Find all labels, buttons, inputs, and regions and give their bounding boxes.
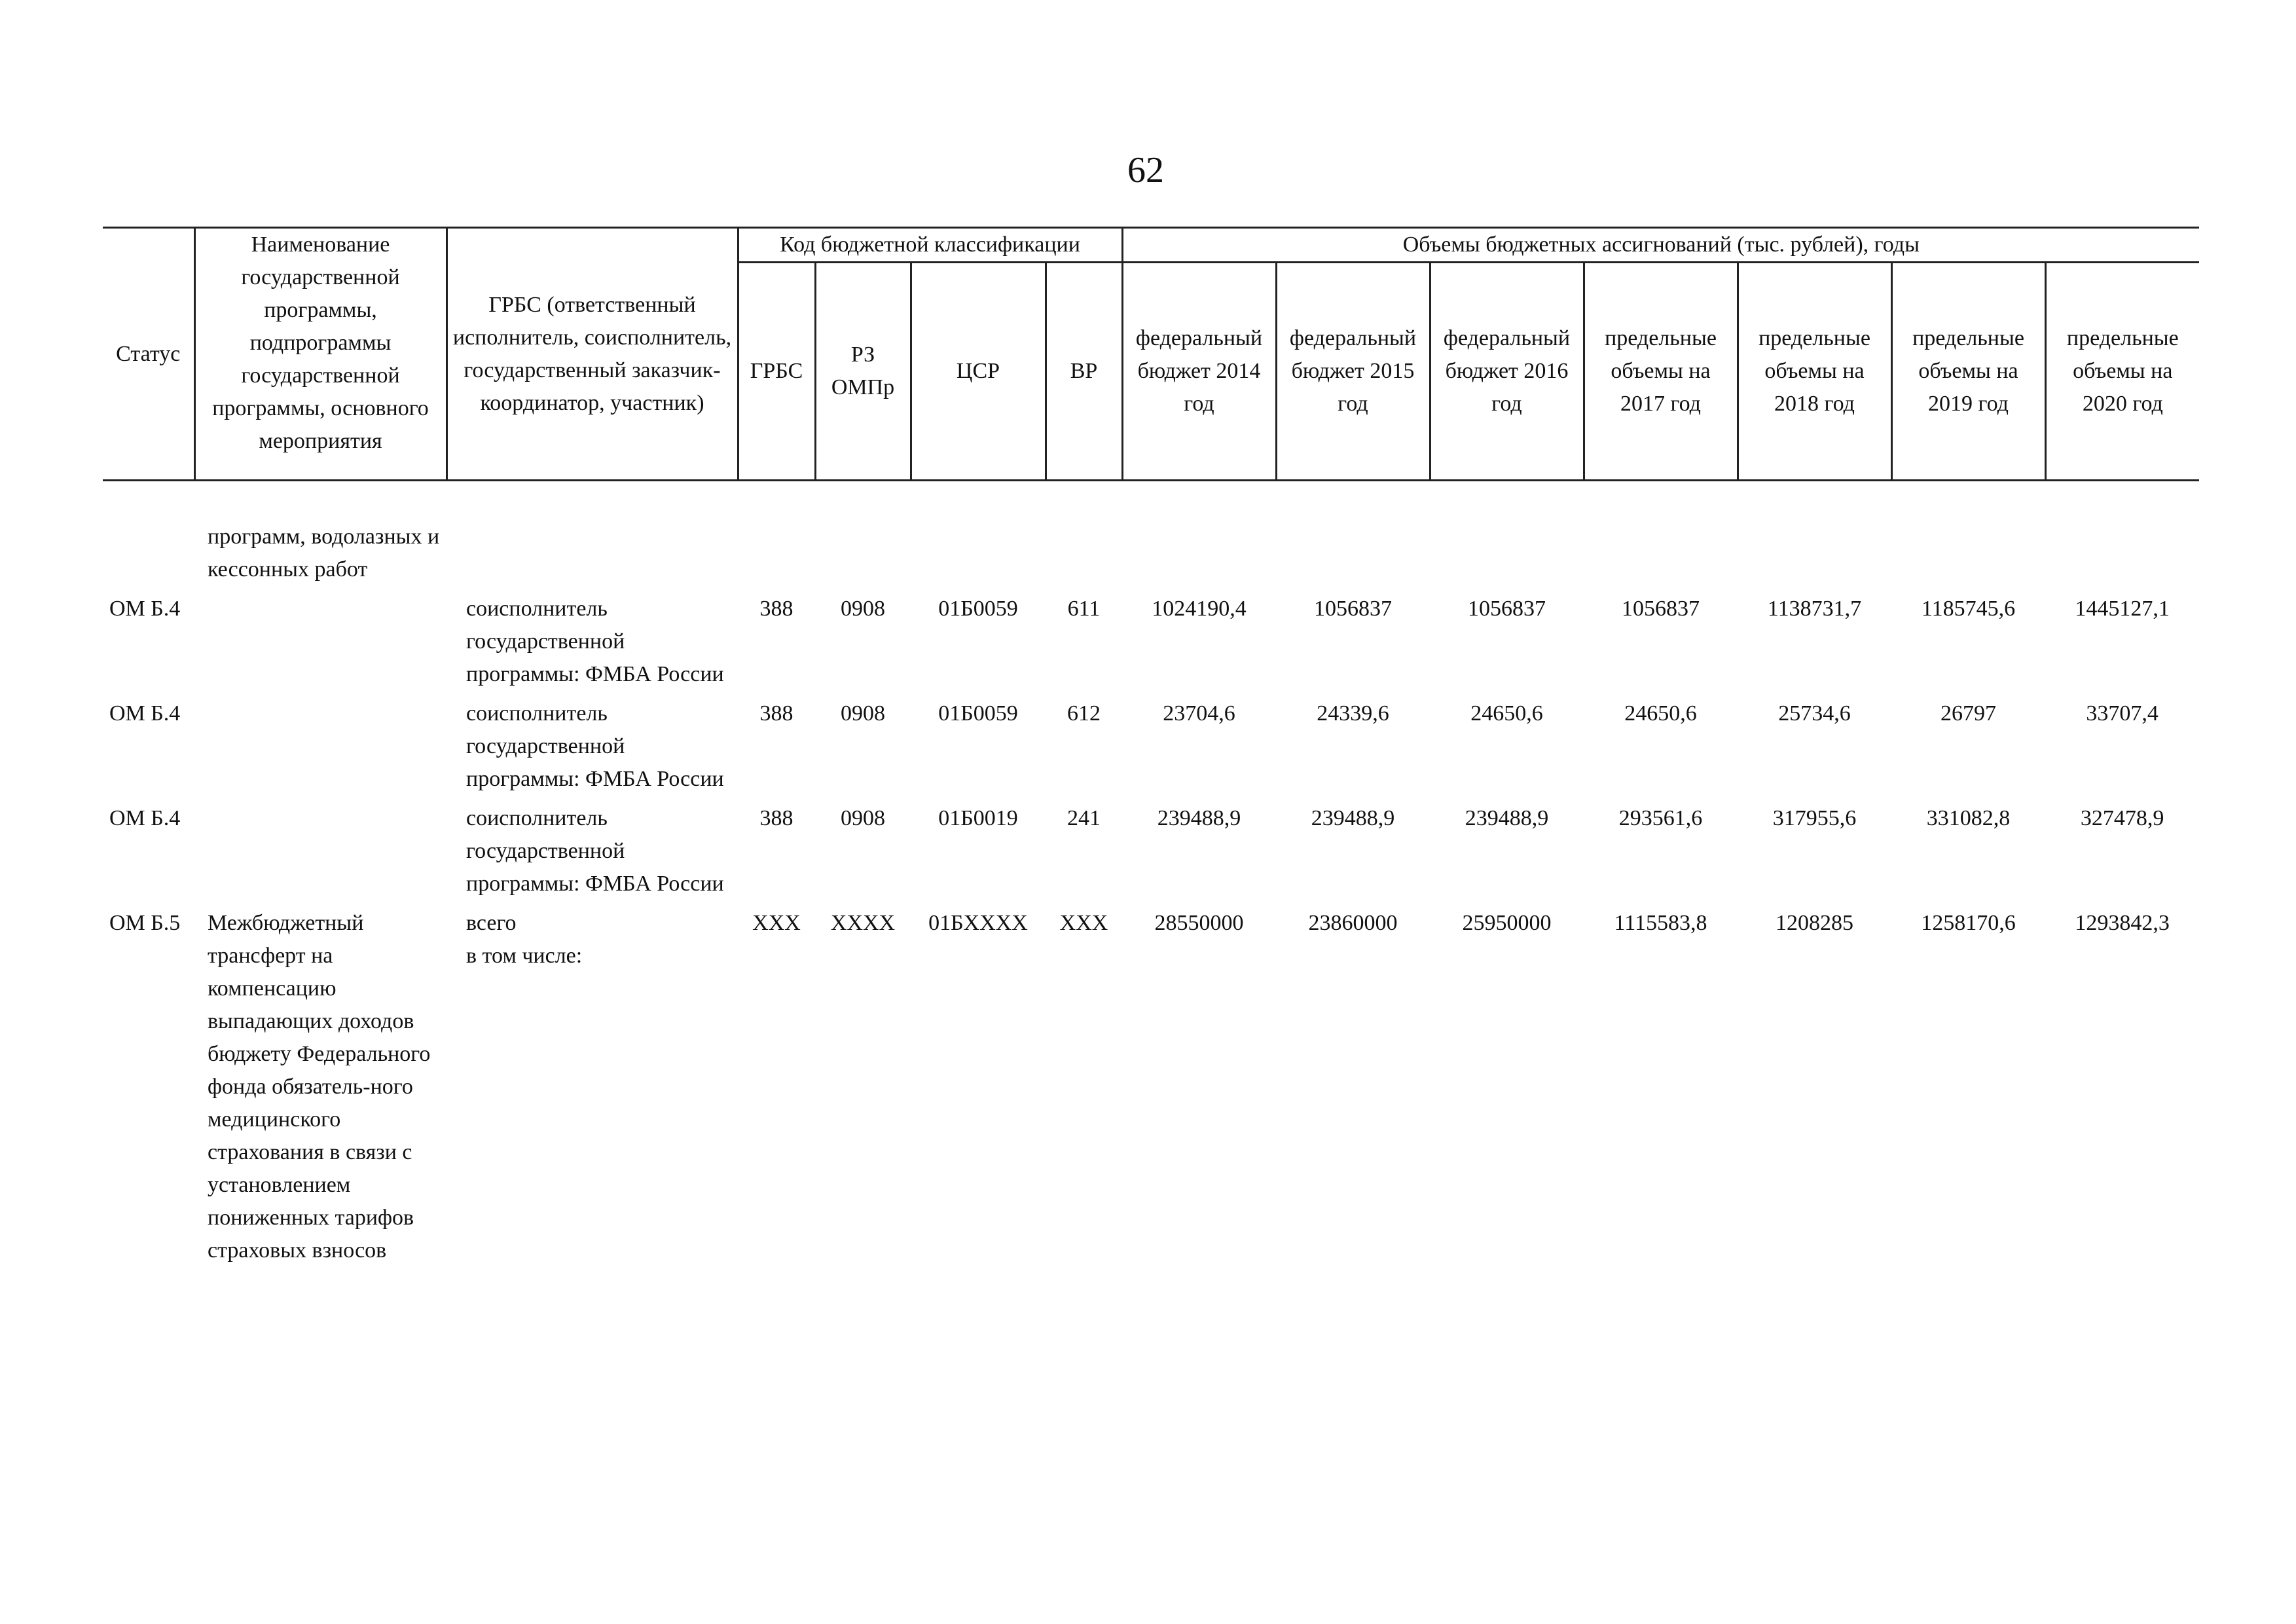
header-code-vr: ВР xyxy=(1046,263,1122,481)
row-grbs-including: в том числе: xyxy=(466,944,583,968)
row-code-csr: 01Б0059 xyxy=(938,597,1018,621)
budget-table xyxy=(103,227,2199,1274)
row-vol-2015: 1056837 xyxy=(1314,597,1393,621)
table-row xyxy=(103,697,2199,802)
row-code-rz: XXXX xyxy=(830,911,896,935)
row-code-grbs: 388 xyxy=(759,806,793,830)
row-vol-2018: 25734,6 xyxy=(1778,701,1851,726)
row-vol-2020: 1293842,3 xyxy=(2075,911,2170,935)
row-vol-2017: 1056837 xyxy=(1622,597,1700,621)
row-vol-2015: 23860000 xyxy=(1308,911,1398,935)
row-code-csr: 01Б0059 xyxy=(938,701,1018,726)
header-volumes-group: Объемы бюджетных ассигнований (тыс. рублей), годы xyxy=(1122,228,2199,263)
budget-table-container xyxy=(103,227,2198,1274)
row-grbs: соисполнитель государственной программы: ФМБА России xyxy=(466,597,724,686)
row-vol-2014: 1024190,4 xyxy=(1152,597,1247,621)
table-row-continuation xyxy=(103,521,2199,593)
header-vol-2018: предельные объемы на 2018 год xyxy=(1738,263,1891,481)
page-number: 62 xyxy=(1127,150,1164,191)
row-code-csr: 01Б0019 xyxy=(938,806,1018,830)
row-status: ОМ Б.4 xyxy=(109,701,181,726)
row-code-rz: 0908 xyxy=(841,597,885,621)
header-status: Статус xyxy=(103,228,194,481)
row-code-vr: 612 xyxy=(1067,701,1101,726)
header-name: Наименование государственной программы, подпрограммы государственной программы, основного мероприятия xyxy=(194,228,446,481)
row-name xyxy=(194,593,446,697)
table-row xyxy=(103,907,2199,1274)
row-vol-2016: 24650,6 xyxy=(1470,701,1543,726)
row-status: ОМ Б.5 xyxy=(109,911,181,935)
header-vol-2015: федеральный бюджет 2015 год xyxy=(1276,263,1430,481)
row-vol-2014: 239488,9 xyxy=(1157,806,1241,830)
header-vol-2016: федеральный бюджет 2016 год xyxy=(1430,263,1584,481)
row-code-grbs: 388 xyxy=(759,597,793,621)
table-body xyxy=(103,481,2199,1274)
row-code-grbs: XXX xyxy=(752,911,801,935)
row-vol-2017: 1115583,8 xyxy=(1614,911,1707,935)
continuation-text: программ, водолазных и кессонных работ xyxy=(208,525,440,581)
row-vol-2014: 28550000 xyxy=(1154,911,1244,935)
row-code-csr: 01БXXXX xyxy=(928,911,1028,935)
row-code-grbs: 388 xyxy=(759,701,793,726)
table-header xyxy=(103,228,2199,481)
header-vol-2020: предельные объемы на 2020 год xyxy=(2045,263,2199,481)
row-name xyxy=(194,697,446,802)
row-status: ОМ Б.4 xyxy=(109,597,181,621)
row-vol-2020: 1445127,1 xyxy=(2075,597,2170,621)
row-code-rz: 0908 xyxy=(841,701,885,726)
row-vol-2019: 1185745,6 xyxy=(1921,597,2016,621)
header-code-grbs: ГРБС xyxy=(738,263,815,481)
header-code-csr: ЦСР xyxy=(911,263,1046,481)
row-code-vr: 241 xyxy=(1067,806,1101,830)
row-vol-2017: 293561,6 xyxy=(1618,806,1703,830)
row-code-vr: 611 xyxy=(1067,597,1101,621)
header-code-group: Код бюджетной классификации xyxy=(738,228,1122,263)
table-row xyxy=(103,593,2199,697)
row-vol-2019: 331082,8 xyxy=(1926,806,2011,830)
row-grbs-total: всего xyxy=(466,911,517,935)
row-grbs: соисполнитель государственной программы: ФМБА России xyxy=(466,701,724,791)
header-vol-2017: предельные объемы на 2017 год xyxy=(1584,263,1738,481)
header-grbs: ГРБС (ответственный исполнитель, соисполнитель, государственный заказчик-координатор, участник) xyxy=(446,228,738,481)
row-vol-2019: 26797 xyxy=(1941,701,1997,726)
row-name: Межбюджетный трансферт на компенсацию выпадающих доходов бюджету Федерального фонда обязатель-ного медицинского страхования в связи с установлением пониженных тарифов страховых взносов xyxy=(208,911,431,1263)
row-code-vr: XXX xyxy=(1059,911,1108,935)
row-grbs xyxy=(446,907,738,1274)
row-vol-2020: 33707,4 xyxy=(2086,701,2159,726)
row-vol-2016: 239488,9 xyxy=(1465,806,1549,830)
row-vol-2016: 1056837 xyxy=(1468,597,1546,621)
row-vol-2018: 1138731,7 xyxy=(1767,597,1862,621)
row-vol-2018: 1208285 xyxy=(1776,911,1854,935)
header-vol-2019: предельные объемы на 2019 год xyxy=(1891,263,2045,481)
row-status: ОМ Б.4 xyxy=(109,806,181,830)
row-vol-2017: 24650,6 xyxy=(1624,701,1697,726)
header-code-rz: РЗ ОМПр xyxy=(815,263,911,481)
header-vol-2014: федеральный бюджет 2014 год xyxy=(1122,263,1276,481)
row-vol-2018: 317955,6 xyxy=(1772,806,1857,830)
row-vol-2016: 25950000 xyxy=(1462,911,1552,935)
row-code-rz: 0908 xyxy=(841,806,885,830)
row-name xyxy=(194,802,446,907)
row-grbs: соисполнитель государственной программы: ФМБА России xyxy=(466,806,724,896)
row-vol-2020: 327478,9 xyxy=(2080,806,2164,830)
row-vol-2015: 24339,6 xyxy=(1317,701,1389,726)
table-row xyxy=(103,802,2199,907)
row-vol-2019: 1258170,6 xyxy=(1921,911,2016,935)
row-vol-2015: 239488,9 xyxy=(1311,806,1395,830)
row-vol-2014: 23704,6 xyxy=(1163,701,1235,726)
